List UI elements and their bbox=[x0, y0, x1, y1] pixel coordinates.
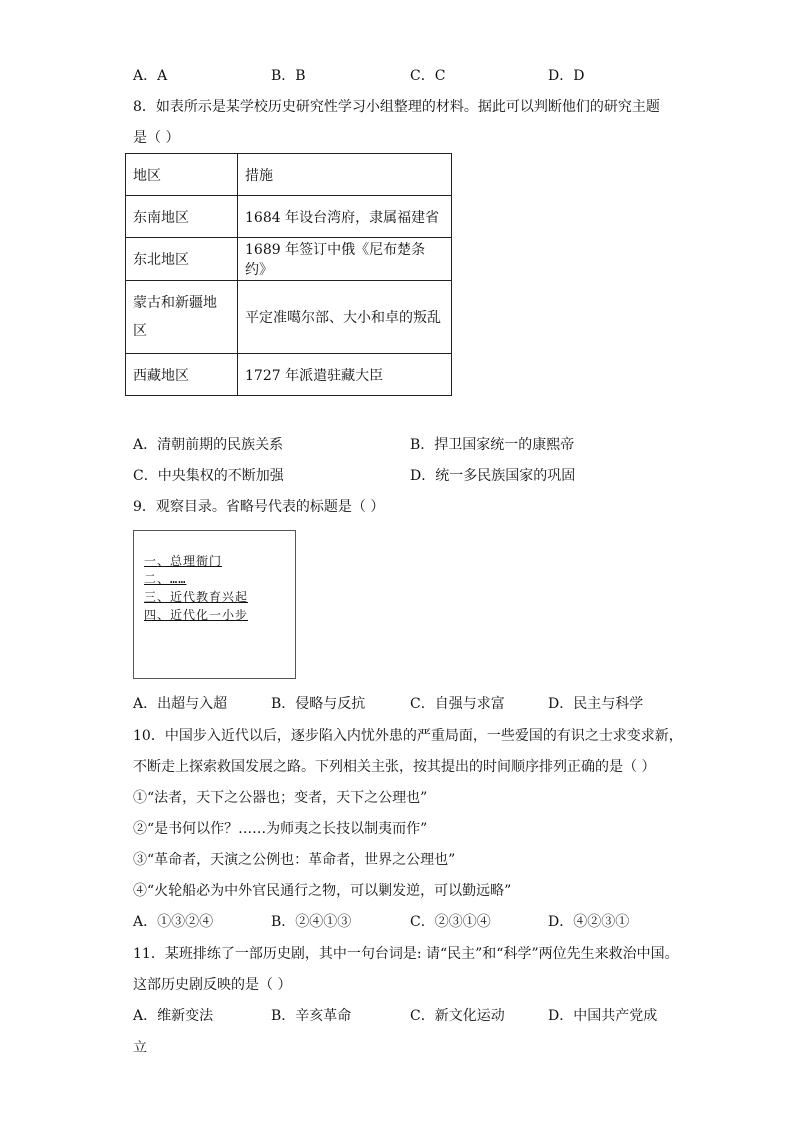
q11-option-a[interactable]: A．维新变法 bbox=[133, 1008, 214, 1024]
table-row bbox=[126, 281, 452, 354]
table-cell-region: 东北地区 bbox=[126, 238, 238, 281]
toc-item: 四、近代化一小步 bbox=[144, 608, 249, 622]
q9-option-d[interactable]: D．民主与科学 bbox=[548, 696, 644, 712]
table-cell-measure: 1727 年派遣驻藏大臣 bbox=[238, 354, 452, 396]
q9-option-c[interactable]: C．自强与求富 bbox=[410, 696, 505, 712]
q11-option-d-wrap: 立 bbox=[133, 1040, 147, 1056]
q7-option-a[interactable]: A．A bbox=[133, 68, 168, 84]
q7-option-c[interactable]: C．C bbox=[410, 68, 446, 84]
q8-options-row2 bbox=[133, 466, 733, 486]
q10-item-1: ①“法者，天下之公器也；变者，天下之公理也” bbox=[133, 790, 428, 806]
table-row bbox=[126, 354, 452, 396]
q9-stem: 9．观察目录。省略号代表的标题是（ ） bbox=[133, 499, 385, 515]
q10-options bbox=[133, 912, 733, 932]
q11-option-b[interactable]: B．辛亥革命 bbox=[271, 1008, 352, 1024]
q11-options bbox=[133, 1006, 733, 1026]
q10-stem-line1: 10．中国步入近代以后，逐步陷入内忧外患的严重局面，一些爱国的有识之士求变求新， bbox=[133, 728, 683, 744]
table-cell-region-line1: 蒙古和新疆地 bbox=[133, 295, 217, 311]
q8-stem-line1: 8．如表所示是某学校历史研究性学习小组整理的材料。据此可以判断他们的研究主题 bbox=[133, 99, 660, 115]
toc-item: 一、总理衙门 bbox=[144, 554, 223, 568]
q8-table bbox=[125, 153, 452, 396]
q7-options bbox=[133, 66, 733, 86]
q8-options-row1 bbox=[133, 435, 733, 455]
table-header-measure: 措施 bbox=[238, 154, 452, 196]
toc-item: 三、近代教育兴起 bbox=[144, 590, 249, 604]
q7-option-b[interactable]: B．B bbox=[271, 68, 306, 84]
q10-stem-line2: 不断走上探索救国发展之路。下列相关主张，按其提出的时间顺序排列正确的是（ ） bbox=[133, 759, 656, 775]
q8-option-d[interactable]: D．统一多民族国家的巩固 bbox=[410, 468, 576, 484]
q10-item-2: ②“是书何以作？……为师夷之长技以制夷而作” bbox=[133, 821, 428, 837]
q9-option-b[interactable]: B．侵略与反抗 bbox=[271, 696, 366, 712]
table-cell-region: 东南地区 bbox=[126, 196, 238, 238]
q10-option-c[interactable]: C．②③①④ bbox=[410, 914, 491, 930]
q11-option-d[interactable]: D．中国共产党成 bbox=[548, 1008, 658, 1024]
table-cell-region-line2: 区 bbox=[133, 323, 147, 339]
table-cell-measure: 平定准噶尔部、大小和卓的叛乱 bbox=[238, 281, 452, 354]
q11-option-c[interactable]: C．新文化运动 bbox=[410, 1008, 505, 1024]
q8-option-b[interactable]: B．捍卫国家统一的康熙帝 bbox=[410, 437, 575, 453]
q10-option-b[interactable]: B．②④①③ bbox=[271, 914, 352, 930]
table-cell-measure: 1684 年设台湾府，隶属福建省 bbox=[238, 196, 452, 238]
q11-stem-line1: 11．某班排练了一部历史剧，其中一句台词是: 请“民主”和“科学”两位先生来救治中国。 bbox=[133, 946, 679, 962]
q8-stem-line2: 是（ ） bbox=[133, 130, 180, 146]
q10-item-4: ④“火轮船必为中外官民通行之物，可以剿发逆，可以勤远略” bbox=[133, 883, 512, 899]
q10-option-d[interactable]: D．④②③① bbox=[548, 914, 630, 930]
table-header-region: 地区 bbox=[126, 154, 238, 196]
q9-options bbox=[133, 694, 733, 714]
table-row bbox=[126, 238, 452, 281]
q11-stem-line2: 这部历史剧反映的是（ ） bbox=[133, 977, 292, 993]
table-cell-region: 西藏地区 bbox=[126, 354, 238, 396]
table-row bbox=[126, 196, 452, 238]
toc-item: 二、…… bbox=[144, 572, 187, 586]
q9-toc-image bbox=[133, 530, 296, 679]
q10-item-3: ③“革命者，天演之公例也：革命者，世界之公理也” bbox=[133, 852, 456, 868]
table-header-row bbox=[126, 154, 452, 196]
q7-option-d[interactable]: D．D bbox=[548, 68, 585, 84]
q8-option-c[interactable]: C．中央集权的不断加强 bbox=[133, 468, 284, 484]
q8-option-a[interactable]: A．清朝前期的民族关系 bbox=[133, 437, 284, 453]
table-cell-measure: 1689 年签订中俄《尼布楚条约》 bbox=[238, 238, 452, 281]
q10-option-a[interactable]: A．①③②④ bbox=[133, 914, 214, 930]
q9-option-a[interactable]: A．出超与入超 bbox=[133, 696, 228, 712]
table-cell-region bbox=[126, 281, 238, 354]
